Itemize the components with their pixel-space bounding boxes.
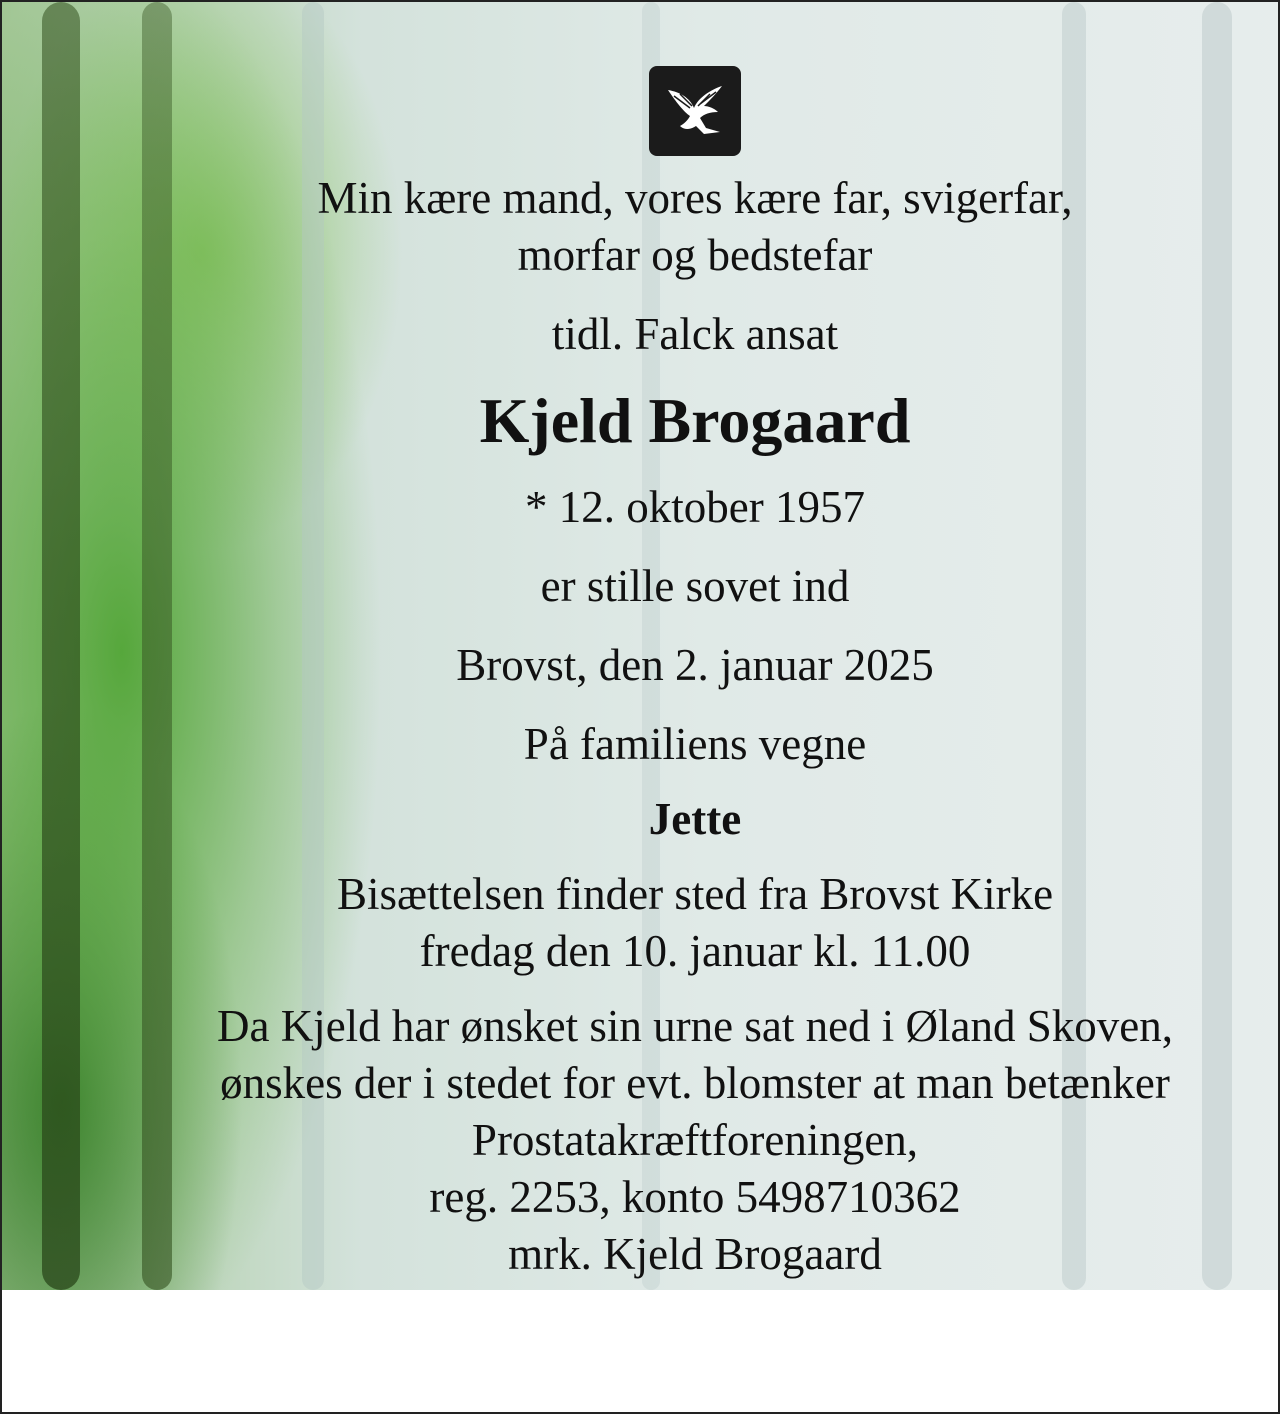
intro-line-1: Min kære mand, vores kære far, svigerfar, (317, 173, 1073, 223)
donation-line-3: Prostatakræftforeningen, (471, 1115, 919, 1165)
deceased-name: Kjeld Brogaard (479, 385, 911, 456)
eagle-icon (660, 76, 730, 146)
signer-name: Jette (648, 794, 742, 844)
on-behalf-line: På familiens vegne (523, 719, 867, 769)
eagle-logo-icon (649, 66, 741, 156)
donation-line-5: mrk. Kjeld Brogaard (508, 1229, 882, 1279)
tree-trunk (42, 2, 80, 1290)
birth-date: * 12. oktober 1957 (525, 482, 865, 532)
place-date-line: Brovst, den 2. januar 2025 (456, 640, 934, 690)
donation-line-1: Da Kjeld har ønsket sin urne sat ned i Øland Skoven, (216, 1001, 1174, 1051)
donation-line-2: ønskes der i stedet for evt. blomster at man betænker (220, 1058, 1170, 1108)
passed-line: er stille sovet ind (540, 561, 850, 611)
intro-line-2: morfar og bedstefar (517, 230, 873, 280)
funeral-line-2: fredag den 10. januar kl. 11.00 (419, 926, 971, 976)
donation-line-4: reg. 2253, konto 5498710362 (429, 1172, 961, 1222)
notice-text (122, 62, 1268, 1283)
occupation-line: tidl. Falck ansat (551, 309, 839, 359)
funeral-line-1: Bisættelsen finder sted fra Brovst Kirke (336, 869, 1054, 919)
